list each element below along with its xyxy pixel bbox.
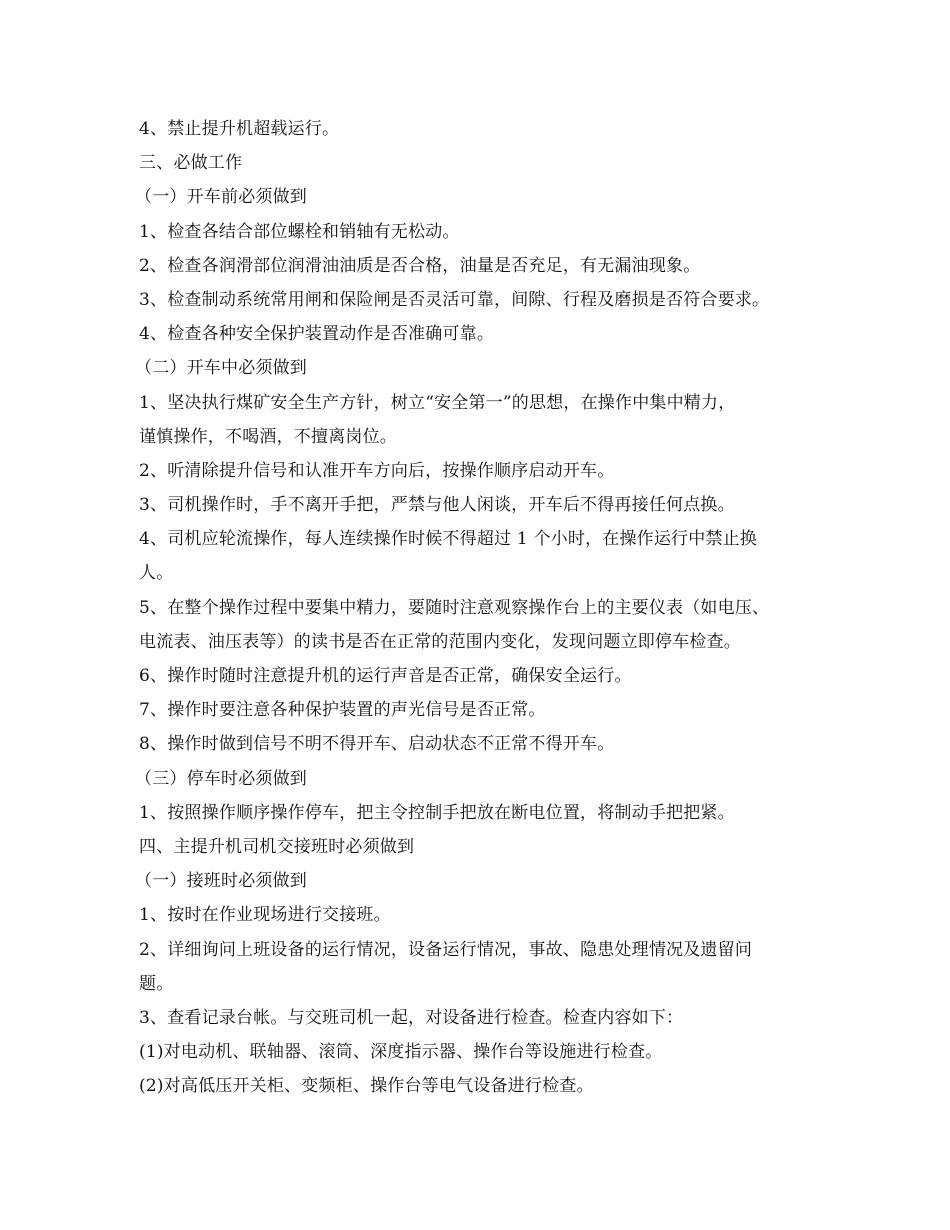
list-item: 2、检查各润滑部位润滑油油质是否合格，油量是否充足，有无漏油现象。 [139, 255, 701, 276]
list-item-continuation: 人。 [139, 563, 174, 584]
list-item: 4、检查各种安全保护装置动作是否准确可靠。 [139, 324, 495, 345]
subsection-heading-stopping: （三）停车时必须做到 [135, 768, 307, 789]
list-item: 3、检查制动系统常用闸和保险闸是否灵活可靠，间隙、行程及磨损是否符合要求。 [139, 289, 770, 310]
list-item: 1、检查各结合部位螺栓和销轴有无松动。 [139, 221, 460, 242]
list-item-continuation: 谨慎操作，不喝酒，不擅离岗位。 [139, 426, 397, 447]
list-item: 6、操作时随时注意提升机的运行声音是否正常，确保安全运行。 [139, 666, 632, 686]
section-heading-shift-handover: 四、主提升机司机交接班时必须做到 [139, 836, 415, 857]
list-item-4-no-overload: 4、禁止提升机超载运行。 [139, 119, 340, 139]
list-item: 1、按时在作业现场进行交接班。 [139, 905, 391, 926]
subsection-heading-taking-shift: （一）接班时必须做到 [135, 871, 307, 892]
list-item-continuation: 电流表、油压表等）的读书是否在正常的范围内变化，发现问题立即停车检查。 [139, 631, 741, 652]
list-item: 4、司机应轮流操作，每人连续操作时候不得超过 1 个小时，在操作运行中禁止换 [139, 529, 758, 550]
list-item: 5、在整个操作过程中要集中精力，要随时注意观察操作台上的主要仪表（如电压、 [139, 597, 770, 618]
list-item-continuation: 题。 [139, 973, 174, 994]
sub-list-item: (1)对电动机、联轴器、滚筒、深度指示器、操作台等设施进行检查。 [139, 1042, 663, 1063]
subsection-heading-during-operation: （二）开车中必须做到 [135, 358, 307, 379]
subsection-heading-before-start: （一）开车前必须做到 [135, 187, 307, 208]
list-item: 2、详细询问上班设备的运行情况，设备运行情况，事故、隐患处理情况及遗留问 [139, 939, 753, 960]
sub-list-item: (2)对高低压开关柜、变频柜、操作台等电气设备进行检查。 [139, 1076, 594, 1097]
list-item: 3、司机操作时，手不离开手把，严禁与他人闲谈，开车后不得再接任何点换。 [139, 495, 735, 516]
list-item: 8、操作时做到信号不明不得开车、启动状态不正常不得开车。 [139, 734, 615, 755]
list-item: 1、坚决执行煤矿安全生产方针，树立“安全第一”的思想，在操作中集中精力， [139, 392, 736, 413]
list-item: 1、按照操作顺序操作停车，把主令控制手把放在断电位置，将制动手把把紧。 [139, 802, 735, 823]
section-heading-must-do: 三、必做工作 [139, 153, 243, 174]
list-item: 7、操作时要注意各种保护装置的声光信号是否正常。 [139, 700, 546, 721]
document-body [135, 112, 829, 1103]
list-item: 2、听清除提升信号和认准开车方向后，按操作顺序启动开车。 [139, 460, 615, 481]
list-item: 3、查看记录台帐。与交班司机一起，对设备进行检查。检查内容如下： [139, 1007, 684, 1028]
